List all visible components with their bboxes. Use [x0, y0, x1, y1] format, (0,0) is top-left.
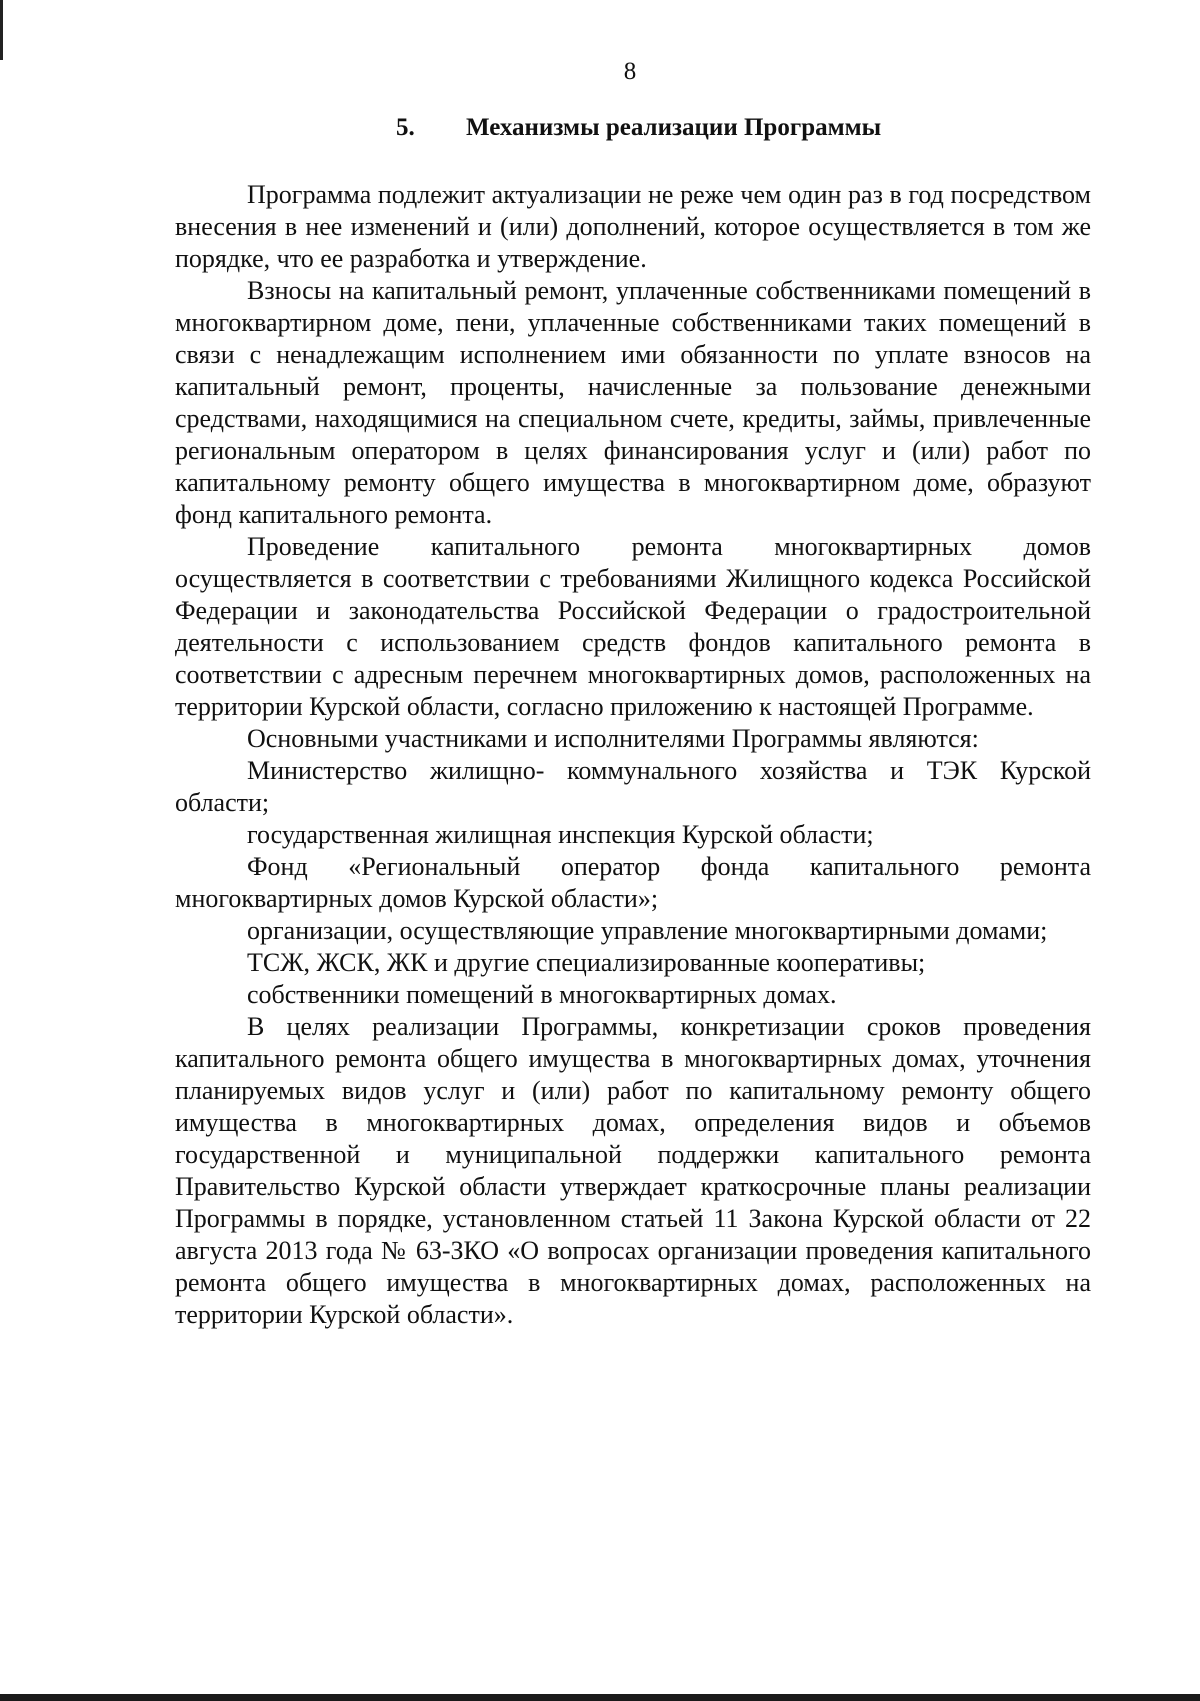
scan-edge-left	[0, 0, 3, 60]
paragraph-participants-intro: Основными участниками и исполнителями Программы являются:	[247, 724, 979, 753]
section-title: Механизмы реализации Программы	[466, 114, 882, 141]
participant-owners: собственники помещений в многоквартирных домах.	[247, 980, 837, 1009]
document-body	[175, 179, 1091, 1331]
participant-ministry: Министерство жилищно- коммунального хозяйства и ТЭК Курской области;	[175, 756, 1091, 817]
section-number: 5.	[396, 114, 415, 141]
section-heading	[396, 114, 881, 142]
paragraph-fund-sources: Взносы на капитальный ремонт, уплаченные собственниками помещений в многоквартирном доме, пени, уплаченные собственниками таких помещений в связи с ненадлежащим исполнением ими обязанности по уплате взносов на капитальный ремонт, проценты, начисленные за пользование денежными средствами, находящимися на специальном счете, кредиты, займы, привлеченные региональным оператором в целях финансирования услуг и (или) работ по капитальному ремонту общего имущества в многоквартирном доме, образуют фонд капитального ремонта.	[175, 276, 1091, 529]
participant-management-orgs: организации, осуществляющие управление многоквартирными домами;	[247, 916, 1048, 945]
paragraph-repair-conduct: Проведение капитального ремонта многоквартирных домов осуществляется в соответствии с требованиями Жилищного кодекса Российской Федерации и законодательства Российской Федерации о градостроительной деятельности с использованием средств фондов капитального ремонта в соответствии с адресным перечнем многоквартирных домов, расположенных на территории Курской области, согласно приложению к настоящей Программе.	[175, 532, 1091, 721]
participant-cooperatives: ТСЖ, ЖСК, ЖК и другие специализированные кооперативы;	[247, 948, 926, 977]
participant-inspection: государственная жилищная инспекция Курской области;	[247, 820, 874, 849]
scan-edge-bottom	[0, 1694, 1200, 1701]
page-number: 8	[623, 58, 637, 85]
paragraph-actualization: Программа подлежит актуализации не реже чем один раз в год посредством внесения в нее изменений и (или) дополнений, которое осуществляется в том же порядке, что ее разработка и утверждение.	[175, 180, 1091, 273]
paragraph-short-term-plans: В целях реализации Программы, конкретизации сроков проведения капитального ремонта общего имущества в многоквартирных домах, уточнения планируемых видов услуг и (или) работ по капитальному ремонту общего имущества в многоквартирных домах, определения видов и объемов государственной и муниципальной поддержки капитального ремонта Правительство Курской области утверждает краткосрочные планы реализации Программы в порядке, установленном статьей 11 Закона Курской области от 22 августа 2013 года № 63-ЗКО «О вопросах организации проведения капитального ремонта общего имущества в многоквартирных домах, расположенных на территории Курской области».	[175, 1012, 1091, 1329]
participant-regional-operator: Фонд «Региональный оператор фонда капитального ремонта многоквартирных домов Курской области»;	[175, 852, 1091, 913]
